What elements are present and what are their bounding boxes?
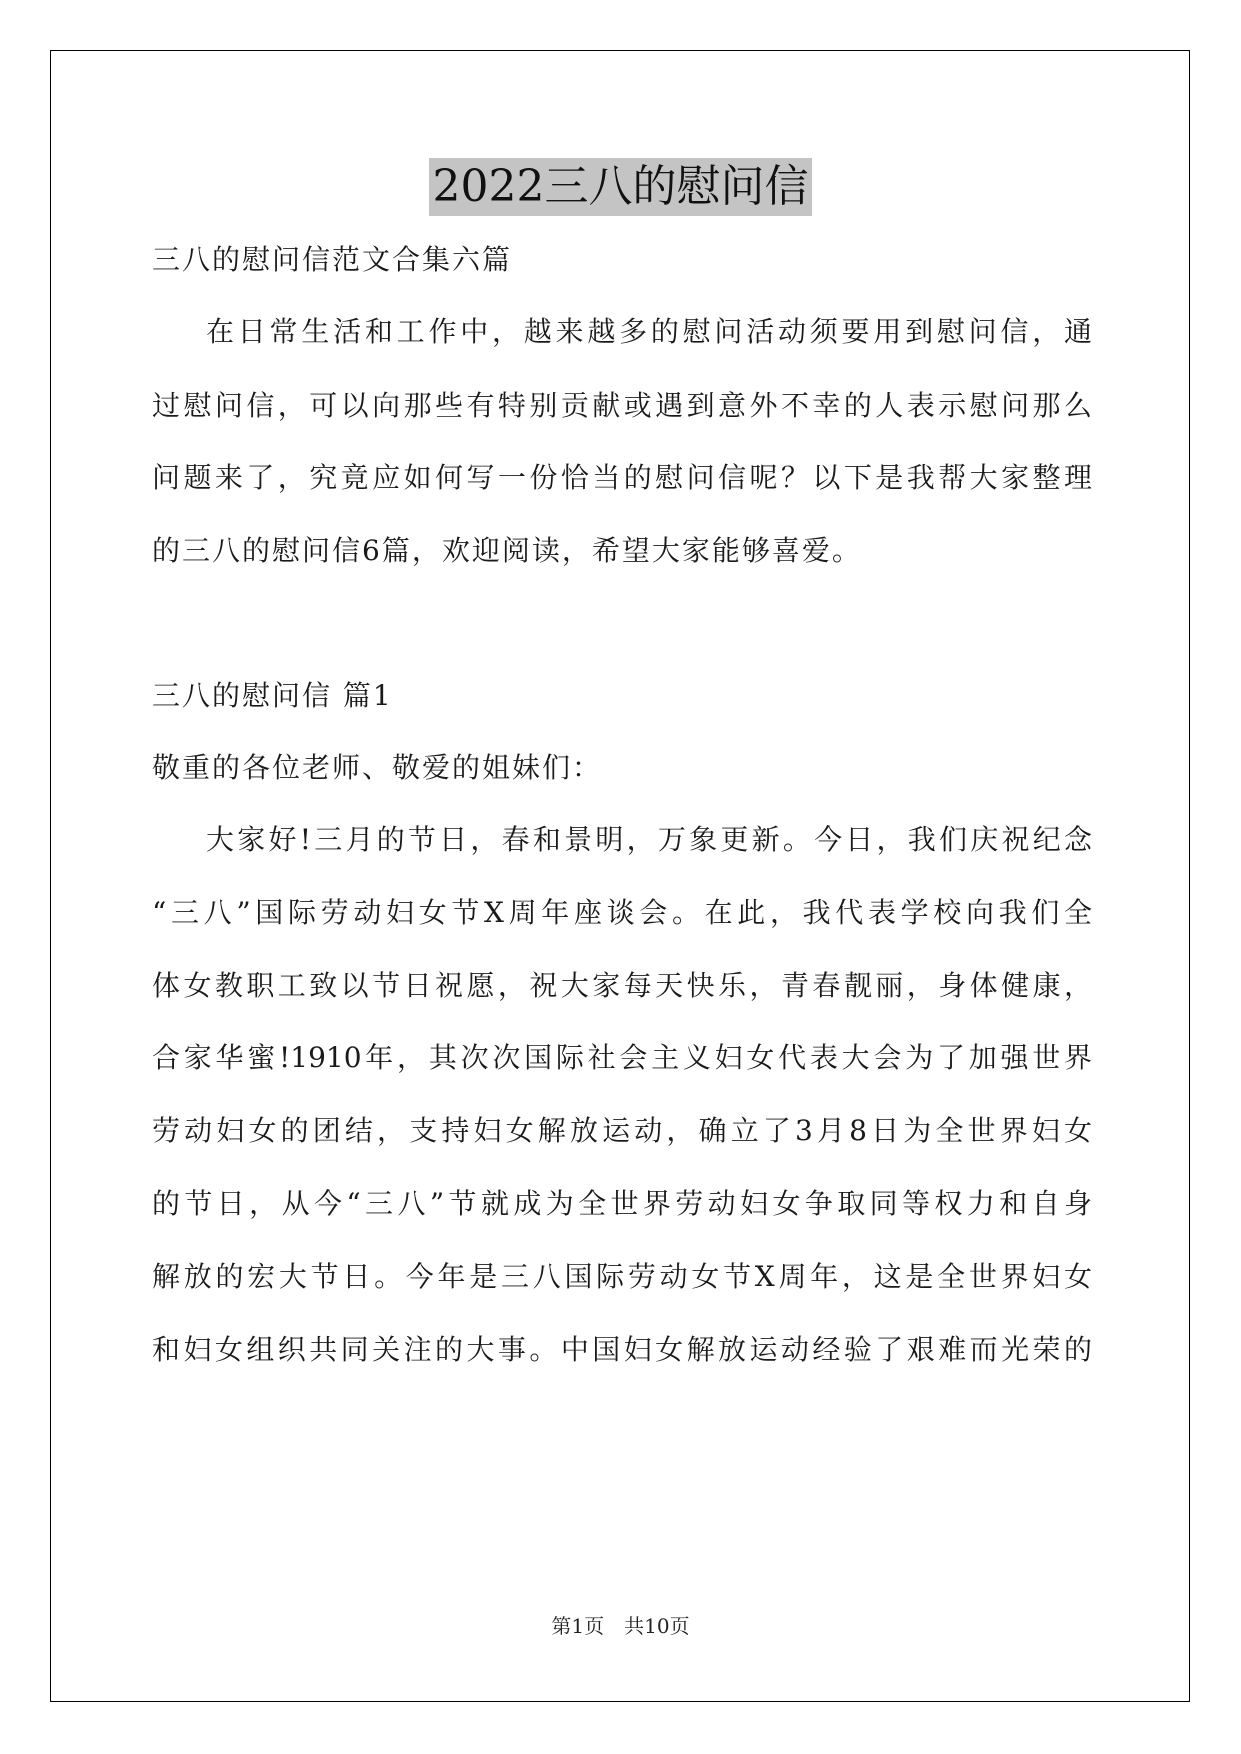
body-line-4: 合家华蜜!1910年，其次次国际社会主义妇女代表大会为了加强世界 — [152, 1041, 1092, 1074]
body-line-2: “三八”国际劳动妇女节X周年座谈会。在此，我代表学校向我们全 — [152, 896, 1092, 929]
intro-line-2: 过慰问信，可以向那些有特别贡献或遇到意外不幸的人表示慰问那么 — [152, 389, 1092, 422]
intro-line-4: 的三八的慰问信6篇，欢迎阅读，希望大家能够喜爱。 — [152, 534, 862, 567]
salutation: 敬重的各位老师、敬爱的姐妹们： — [152, 751, 603, 784]
section-heading: 三八的慰问信 篇1 — [152, 679, 393, 712]
page-border — [50, 50, 1190, 1702]
body-line-1: 大家好!三月的节日，春和景明，万象更新。今日，我们庆祝纪念 — [206, 823, 1092, 856]
body-line-8: 和妇女组织共同关注的大事。中国妇女解放运动经验了艰难而光荣的 — [152, 1333, 1092, 1366]
body-line-6: 的节日，从今“三八”节就成为全世界劳动妇女争取同等权力和自身 — [152, 1187, 1092, 1220]
intro-line-1: 在日常生活和工作中，越来越多的慰问活动须要用到慰问信，通 — [206, 315, 1092, 348]
subtitle: 三八的慰问信范文合集六篇 — [152, 243, 513, 276]
body-line-3: 体女教职工致以节日祝愿，祝大家每天快乐，青春靓丽，身体健康， — [152, 969, 1092, 1002]
title-container — [0, 158, 1241, 216]
body-line-5: 劳动妇女的团结，支持妇女解放运动，确立了3月8日为全世界妇女 — [152, 1114, 1092, 1147]
intro-line-3: 问题来了，究竟应如何写一份恰当的慰问信呢？以下是我帮大家整理 — [152, 461, 1092, 494]
document-title: 2022三八的慰问信 — [429, 158, 813, 216]
page-footer: 第1页 共10页 — [551, 1614, 690, 1638]
body-line-7: 解放的宏大节日。今年是三八国际劳动女节X周年，这是全世界妇女 — [152, 1260, 1092, 1293]
